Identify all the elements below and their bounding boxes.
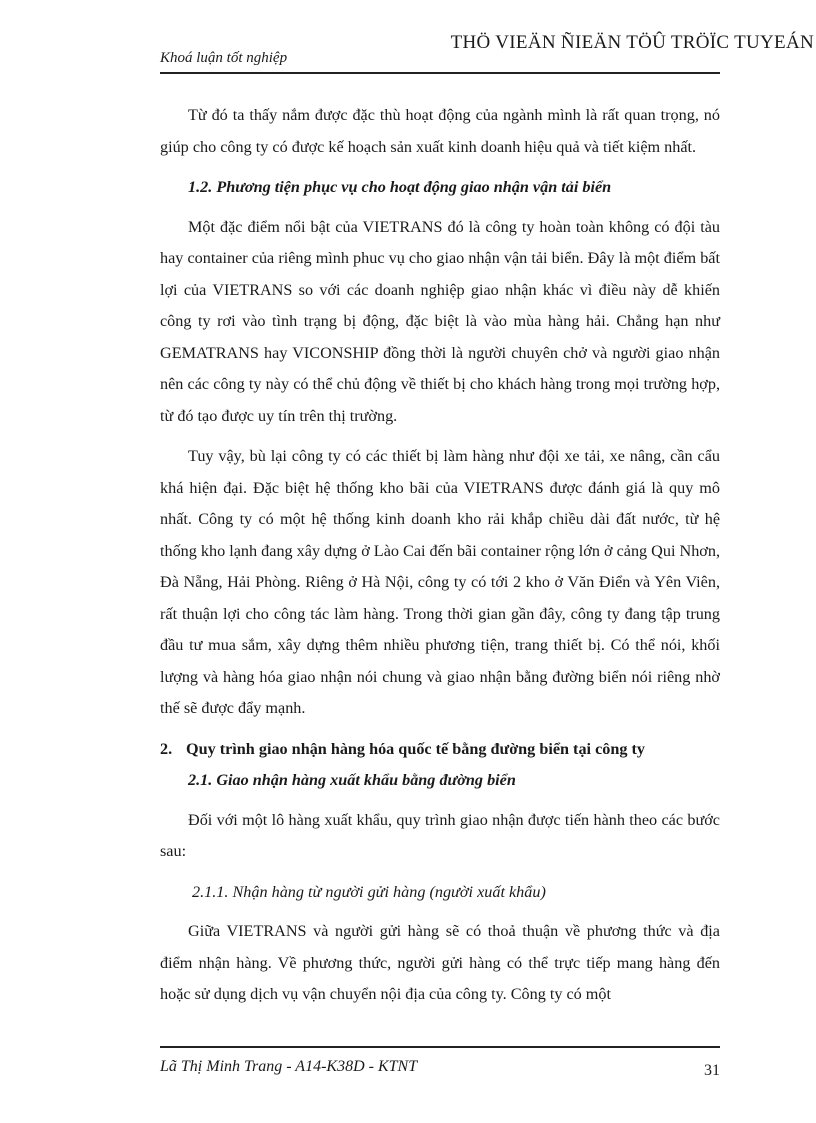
header-rule: [160, 72, 720, 74]
header-left-title: Khoá luận tốt nghiệp: [160, 50, 288, 66]
paragraph-4: Đối với một lô hàng xuất khẩu, quy trình giao nhận được tiến hành theo các bước sau:: [160, 810, 720, 860]
footer-author: Lã Thị Minh Trang - A14-K38D - KTNT: [160, 1058, 418, 1075]
footer-rule: [160, 1046, 720, 1048]
paragraph-1: Từ đó ta thấy nắm được đặc thù hoạt động của ngành mình là rất quan trọng, nó giúp cho công ty có được kế hoạch sản xuất kinh doanh hiệu quả và tiết kiệm nhất.: [160, 106, 720, 156]
paragraph-5: Giữa VIETRANS và người gửi hàng sẽ có thoả thuận về phương thức và địa điểm nhận hàng. Về phương thức, người gửi hàng có thể trực tiếp mang hàng đến hoặc sử dụng dịch vụ vận chuyển nội địa của công ty. Công ty có một: [160, 922, 720, 1003]
document-body: [160, 100, 720, 1020]
heading-1-2: 1.2. Phương tiện phục vụ cho hoạt động giao nhận vận tải biển: [188, 178, 612, 196]
heading-2-1: 2.1. Giao nhận hàng xuất khẩu bằng đường biển: [188, 771, 516, 789]
heading-2-text: Quy trình giao nhận hàng hóa quốc tế bằng đường biển tại công ty: [186, 739, 645, 758]
heading-2: [160, 734, 720, 766]
paragraph-2: Một đặc điểm nổi bật của VIETRANS đó là công ty hoàn toàn không có đội tàu hay container của riêng mình phuc vụ cho giao nhận vận tải biển. Đây là một điểm bất lợi của VIETRANS so với các doanh nghiệp giao nhận khác vì điều này dễ khiến công ty rơi vào tình trạng bị động, đặc biệt là vào mùa hàng hải. Chẳng hạn như GEMATRANS hay VICONSHIP đồng thời là người chuyên chở và người giao nhận nên các công ty này có thể chủ động về thiết bị cho khách hàng trong mọi trường hợp, từ đó tạo được uy tín trên thị trường.: [160, 217, 720, 425]
heading-2-number: 2.: [160, 739, 173, 758]
page-number: 31: [704, 1062, 720, 1079]
heading-2-1-1: 2.1.1. Nhận hàng từ người gửi hàng (người xuất khẩu): [192, 882, 546, 901]
header-right-title: THÖ VIEÄN ÑIEÄN TÖÛ TRÖÏC TUYEÁN: [450, 32, 814, 53]
paragraph-3: Tuy vậy, bù lại công ty có các thiết bị làm hàng như đội xe tải, xe nâng, cần cẩu khá hiện đại. Đặc biệt hệ thống kho bãi của VIETRANS được đánh giá là quy mô nhất. Công ty có một hệ thống kinh doanh kho rải khắp chiều dài đất nước, từ hệ thống kho lạnh đang xây dựng ở Lào Cai đến bãi container rộng lớn ở cảng Qui Nhơn, Đà Nẵng, Hải Phòng. Riêng ở Hà Nội, công ty có tới 2 kho ở Văn Điển và Yên Viên, rất thuận lợi cho công tác làm hàng. Trong thời gian gần đây, công ty đang tập trung đầu tư mua sắm, xây dựng thêm nhiều phương tiện, trang thiết bị. Có thể nói, khối lượng và hàng hóa giao nhận nói chung và giao nhận bằng đường biển nói riêng nhờ thế sẽ được đẩy mạnh.: [160, 447, 720, 717]
